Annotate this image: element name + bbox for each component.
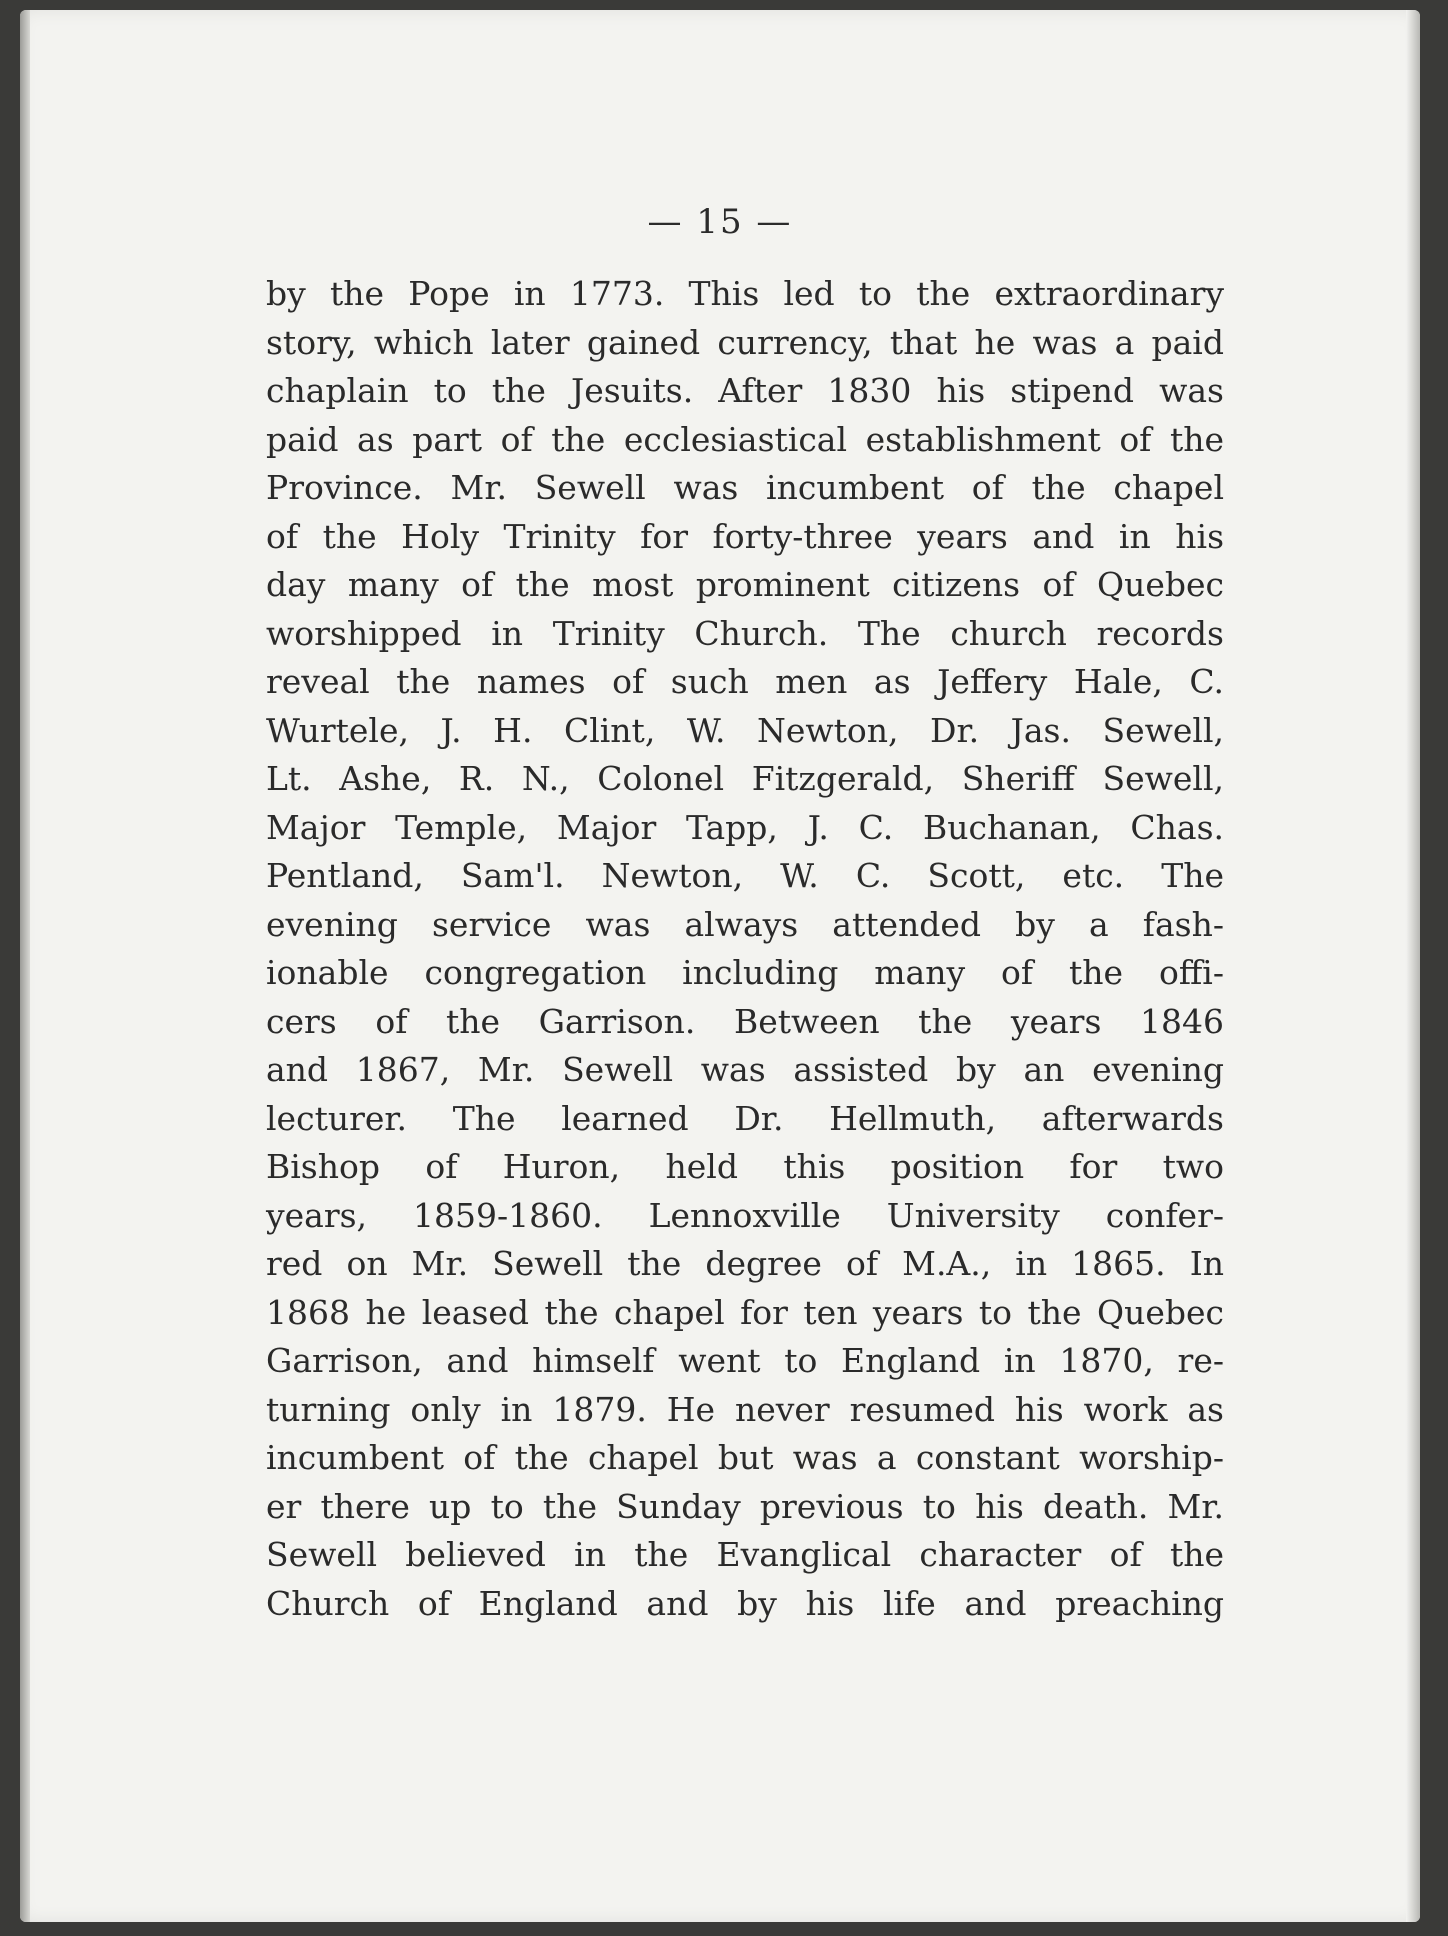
page-number: — 15 — bbox=[647, 202, 793, 242]
page-right-edge bbox=[1406, 10, 1420, 1922]
text-line: Province. Mr. Sewell was incumbent of the chapel bbox=[266, 468, 1224, 507]
text-line: er there up to the Sunday previous to his death. Mr. bbox=[266, 1486, 1224, 1526]
text-line: ionable congregation including many of the offi- bbox=[266, 953, 1224, 992]
text-line: Garrison, and himself went to England in 1870, re- bbox=[266, 1341, 1224, 1380]
text-line: Church of England and by his life and preaching bbox=[266, 1583, 1224, 1623]
text-line: Major Temple, Major Tapp, J. C. Buchanan, Chas. bbox=[266, 807, 1224, 847]
text-line: story, which later gained currency, that he was a paid bbox=[266, 322, 1224, 362]
text-line: Sewell believed in the Evanglical character of the bbox=[266, 1535, 1224, 1574]
text-line: years, 1859-1860. Lennoxville University confer- bbox=[266, 1195, 1224, 1235]
text-line: cers of the Garrison. Between the years 1846 bbox=[266, 1001, 1224, 1041]
text-line: 1868 he leased the chapel for ten years to the Quebec bbox=[266, 1292, 1224, 1332]
body-text bbox=[266, 270, 1224, 1628]
text-line: and 1867, Mr. Sewell was assisted by an evening bbox=[266, 1050, 1224, 1089]
book-page bbox=[20, 10, 1420, 1922]
text-line: Lt. Ashe, R. N., Colonel Fitzgerald, Sheriff Sewell, bbox=[266, 759, 1224, 798]
text-line: turning only in 1879. He never resumed his work as bbox=[266, 1389, 1224, 1429]
text-line: red on Mr. Sewell the degree of M.A., in 1865. In bbox=[266, 1244, 1224, 1283]
text-line: by the Pope in 1773. This led to the extraordinary bbox=[266, 274, 1224, 313]
page-binding-edge bbox=[20, 10, 30, 1922]
text-line: paid as part of the ecclesiastical establishment of the bbox=[266, 419, 1224, 459]
text-line: chaplain to the Jesuits. After 1830 his stipend was bbox=[266, 371, 1224, 410]
text-line: Wurtele, J. H. Clint, W. Newton, Dr. Jas. Sewell, bbox=[266, 710, 1224, 750]
text-line: Bishop of Huron, held this position for two bbox=[266, 1147, 1224, 1186]
text-line: Pentland, Sam'l. Newton, W. C. Scott, etc. The bbox=[266, 856, 1224, 895]
text-line: of the Holy Trinity for forty-three years and in his bbox=[266, 516, 1224, 556]
text-line: incumbent of the chapel but was a constant worship- bbox=[266, 1438, 1224, 1477]
text-line: evening service was always attended by a fash- bbox=[266, 904, 1224, 944]
text-line: worshipped in Trinity Church. The church records bbox=[266, 613, 1224, 653]
text-line: reveal the names of such men as Jeffery Hale, C. bbox=[266, 662, 1224, 701]
text-line: lecturer. The learned Dr. Hellmuth, afterwards bbox=[266, 1098, 1224, 1138]
text-line: day many of the most prominent citizens of Quebec bbox=[266, 565, 1224, 604]
